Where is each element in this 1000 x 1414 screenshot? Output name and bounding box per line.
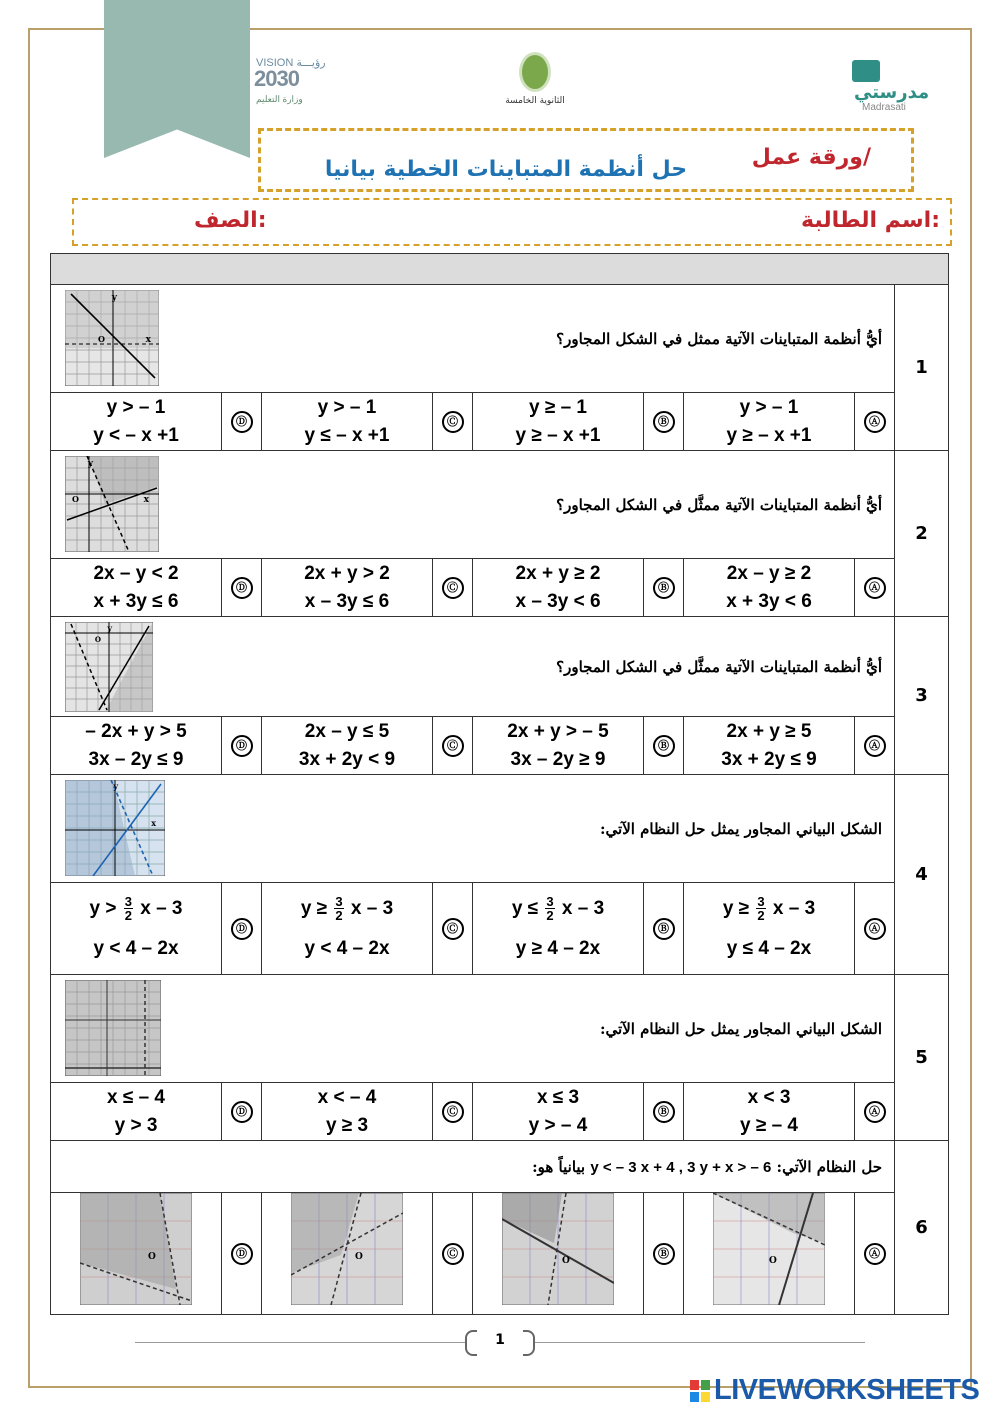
- option-letter[interactable]: Ⓑ: [653, 577, 675, 599]
- question-6-prefix: حل النظام الآتي:: [776, 1157, 882, 1176]
- option-letter[interactable]: Ⓓ: [231, 411, 253, 433]
- option-part: y >: [89, 897, 117, 919]
- fraction-denominator: 2: [335, 907, 343, 923]
- option-line: x – 3y < 6: [515, 590, 601, 612]
- option-d[interactable]: [51, 1083, 222, 1141]
- question-number: 3: [895, 617, 949, 775]
- option-letter[interactable]: Ⓓ: [231, 735, 253, 757]
- option-line: 2x – y ≥ 2: [726, 562, 812, 584]
- fraction-denominator: 2: [546, 907, 554, 923]
- option-line: 2x + y ≥ 5: [726, 720, 812, 742]
- svg-text:O: O: [98, 334, 105, 344]
- option-b[interactable]: [473, 717, 644, 775]
- question-number: 1: [895, 285, 949, 451]
- student-info-box: [72, 198, 952, 246]
- svg-text:y: y: [87, 459, 93, 469]
- option-letter[interactable]: Ⓒ: [442, 1101, 464, 1123]
- option-line: 3x + 2y ≤ 9: [721, 748, 817, 770]
- option-a[interactable]: [684, 1083, 855, 1141]
- question-number: 6: [895, 1141, 949, 1315]
- leaf-icon: [519, 52, 551, 92]
- option-c[interactable]: [262, 1083, 433, 1141]
- svg-text:O: O: [355, 1252, 363, 1262]
- option-line: y ≤ 4 – 2x: [726, 937, 812, 959]
- option-line: x + 3y ≤ 6: [93, 590, 179, 612]
- option-graph: [713, 1193, 825, 1305]
- option-b[interactable]: [473, 1083, 644, 1141]
- fraction-denominator: 2: [757, 907, 765, 923]
- option-line: 2x – y < 2: [93, 562, 179, 584]
- option-letter[interactable]: Ⓑ: [653, 411, 675, 433]
- svg-text:O: O: [72, 494, 79, 504]
- option-graph: [80, 1193, 192, 1305]
- svg-text:O: O: [769, 1256, 777, 1266]
- option-line: y > 3: [114, 1114, 158, 1136]
- brand-text: LIVEWORKSHEETS: [714, 1374, 980, 1406]
- option-d[interactable]: [51, 883, 222, 975]
- question-text: [51, 775, 895, 883]
- option-graph: [291, 1193, 403, 1305]
- option-d[interactable]: [51, 559, 222, 617]
- question-6-suffix: بيانياً هو:: [532, 1157, 586, 1176]
- option-letter[interactable]: Ⓓ: [231, 1101, 253, 1123]
- svg-text:y: y: [113, 781, 118, 791]
- footer-line: [535, 1342, 865, 1343]
- option-part: x – 3: [561, 897, 605, 919]
- question-number: 4: [895, 775, 949, 975]
- option-line: y > – 1: [106, 396, 166, 418]
- question-number: 2: [895, 451, 949, 617]
- fraction-numerator: 3: [546, 893, 554, 909]
- option-line: y ≤ – x +1: [304, 424, 390, 446]
- option-b[interactable]: [473, 559, 644, 617]
- option-line: y > – 1: [317, 396, 377, 418]
- question-6-system: y < – 3 x + 4 , 3 y + x > – 6: [590, 1158, 772, 1176]
- option-graph: [502, 1193, 614, 1305]
- option-a[interactable]: [684, 393, 855, 451]
- question-graph: [65, 290, 159, 386]
- option-line: y > – 4: [528, 1114, 588, 1136]
- madrasati-icon: [852, 60, 880, 82]
- option-line: y ≥ – 1: [529, 396, 587, 418]
- question-4-text: الشكل البياني المجاور يمثل حل النظام الآتي:: [599, 819, 882, 838]
- footer-bracket: [523, 1330, 535, 1356]
- school-logo: [500, 52, 570, 122]
- option-letter[interactable]: Ⓐ: [864, 1243, 886, 1265]
- option-line: – 2x + y > 5: [85, 720, 187, 742]
- questions-table: [50, 253, 949, 1315]
- madrasati-english: Madrasati: [862, 102, 906, 113]
- ministry-label: وزارة التعليم: [256, 94, 303, 104]
- option-part: x – 3: [350, 897, 394, 919]
- svg-text:O: O: [562, 1256, 570, 1266]
- option-letter[interactable]: Ⓑ: [653, 735, 675, 757]
- option-line: x + 3y < 6: [726, 590, 812, 612]
- liveworksheets-brand: [690, 1374, 979, 1407]
- option-b[interactable]: [473, 1193, 644, 1315]
- question-text: [51, 451, 895, 559]
- option-letter[interactable]: Ⓑ: [653, 1101, 675, 1123]
- option-line: y < – x +1: [93, 424, 179, 446]
- option-letter[interactable]: Ⓑ: [653, 1243, 675, 1265]
- option-letter[interactable]: Ⓒ: [442, 1243, 464, 1265]
- page-footer: [135, 1330, 865, 1356]
- footer-line: [135, 1342, 465, 1343]
- option-letter[interactable]: Ⓓ: [231, 577, 253, 599]
- option-letter[interactable]: Ⓓ: [231, 1243, 253, 1265]
- option-a[interactable]: [684, 883, 855, 975]
- option-letter[interactable]: Ⓐ: [864, 918, 886, 940]
- page-number: 1: [495, 1332, 505, 1348]
- svg-text:y: y: [107, 623, 112, 633]
- student-name-label: اسم الطالبة:: [801, 208, 940, 233]
- option-line: y ≥ 4 – 2x: [515, 937, 601, 959]
- option-line: y ≥ 3: [325, 1114, 369, 1136]
- option-letter[interactable]: Ⓒ: [442, 411, 464, 433]
- option-line: y < 4 – 2x: [304, 937, 390, 959]
- option-part: x – 3: [140, 897, 183, 919]
- question-text: [51, 617, 895, 717]
- option-part: y ≥: [722, 897, 750, 919]
- option-line: 3x + 2y < 9: [298, 748, 396, 770]
- option-line: 2x + y > 2: [304, 562, 390, 584]
- vision-year: 2030: [254, 66, 299, 91]
- worksheet-title: حل أنظمة المتباينات الخطية بيانيا: [324, 157, 688, 182]
- option-line: y ≥ – 4: [740, 1114, 798, 1136]
- footer-bracket: [465, 1330, 477, 1356]
- option-a[interactable]: [684, 717, 855, 775]
- svg-text:O: O: [94, 635, 101, 644]
- option-b[interactable]: [473, 883, 644, 975]
- option-c[interactable]: [262, 559, 433, 617]
- question-5-text: الشكل البياني المجاور يمثل حل النظام الآتي:: [599, 1019, 882, 1038]
- svg-text:x: x: [143, 495, 149, 505]
- question-text: [51, 1141, 895, 1193]
- liveworksheets-icon: [690, 1380, 710, 1402]
- option-line: 2x + y ≥ 2: [515, 562, 601, 584]
- svg-text:x: x: [145, 335, 151, 345]
- fraction-numerator: 3: [335, 893, 343, 909]
- option-c[interactable]: [262, 717, 433, 775]
- question-number: 5: [895, 975, 949, 1141]
- table-header-bar: [51, 254, 949, 285]
- option-letter[interactable]: Ⓐ: [864, 411, 886, 433]
- class-label: الصف:: [194, 208, 267, 233]
- option-a[interactable]: [684, 559, 855, 617]
- option-line: x < 3: [747, 1086, 791, 1108]
- option-line: x ≤ – 4: [107, 1086, 165, 1108]
- question-graph: [65, 780, 165, 876]
- option-line: y > – 1: [739, 396, 799, 418]
- question-1-text: أيُّ أنظمة المتباينات الآتية ممثل في الشكل المجاور؟: [556, 329, 882, 348]
- question-text: [51, 285, 895, 393]
- option-line: y < 4 – 2x: [93, 937, 179, 959]
- svg-text:y: y: [111, 293, 117, 303]
- option-line: 2x + y > – 5: [507, 720, 609, 742]
- option-d[interactable]: [51, 393, 222, 451]
- option-line: 2x – y ≤ 5: [304, 720, 390, 742]
- option-b[interactable]: [473, 393, 644, 451]
- question-2-text: أيُّ أنظمة المتباينات الآتية ممثَّل في الشكل المجاور؟: [556, 495, 882, 514]
- question-graph: [65, 456, 159, 552]
- question-text: [51, 975, 895, 1083]
- option-d[interactable]: [51, 1193, 222, 1315]
- worksheet-label: ورقة عمل/: [751, 145, 871, 170]
- vision-label: VISION رؤيـــة: [256, 57, 326, 69]
- option-part: y ≤: [511, 897, 539, 919]
- option-c[interactable]: [262, 883, 433, 975]
- option-line: x – 3y ≤ 6: [304, 590, 390, 612]
- option-d[interactable]: [51, 717, 222, 775]
- option-letter[interactable]: Ⓐ: [864, 577, 886, 599]
- madrasati-arabic: مدرستي: [854, 82, 930, 103]
- option-line: 3x – 2y ≥ 9: [510, 748, 606, 770]
- worksheet-title-box: [258, 128, 914, 192]
- madrasati-logo: [852, 58, 952, 113]
- option-letter[interactable]: Ⓒ: [442, 577, 464, 599]
- vision-2030-logo: [252, 56, 332, 112]
- option-c[interactable]: [262, 1193, 433, 1315]
- question-graph: [65, 980, 161, 1076]
- school-name: الثانوية الخامسة: [505, 96, 565, 106]
- option-line: y ≥ – x +1: [515, 424, 601, 446]
- option-part: x – 3: [772, 897, 816, 919]
- fraction-numerator: 3: [757, 893, 765, 909]
- option-line: x ≤ 3: [536, 1086, 580, 1108]
- svg-text:O: O: [148, 1252, 156, 1262]
- option-letter[interactable]: Ⓒ: [442, 918, 464, 940]
- option-letter[interactable]: Ⓓ: [231, 918, 253, 940]
- fraction-numerator: 3: [124, 893, 132, 909]
- option-letter[interactable]: Ⓒ: [442, 735, 464, 757]
- option-line: 3x – 2y ≤ 9: [88, 748, 184, 770]
- svg-text:x: x: [151, 818, 156, 828]
- option-line: x < – 4: [317, 1086, 377, 1108]
- question-3-text: أيُّ أنظمة المتباينات الآتية ممثَّل في الشكل المجاور؟: [556, 657, 882, 676]
- option-part: y ≥: [300, 897, 328, 919]
- option-letter[interactable]: Ⓐ: [864, 735, 886, 757]
- option-line: y ≥ – x +1: [726, 424, 812, 446]
- option-letter[interactable]: Ⓐ: [864, 1101, 886, 1123]
- question-graph: [65, 622, 153, 712]
- option-letter[interactable]: Ⓑ: [653, 918, 675, 940]
- fraction-denominator: 2: [124, 907, 132, 923]
- option-c[interactable]: [262, 393, 433, 451]
- option-a[interactable]: [684, 1193, 855, 1315]
